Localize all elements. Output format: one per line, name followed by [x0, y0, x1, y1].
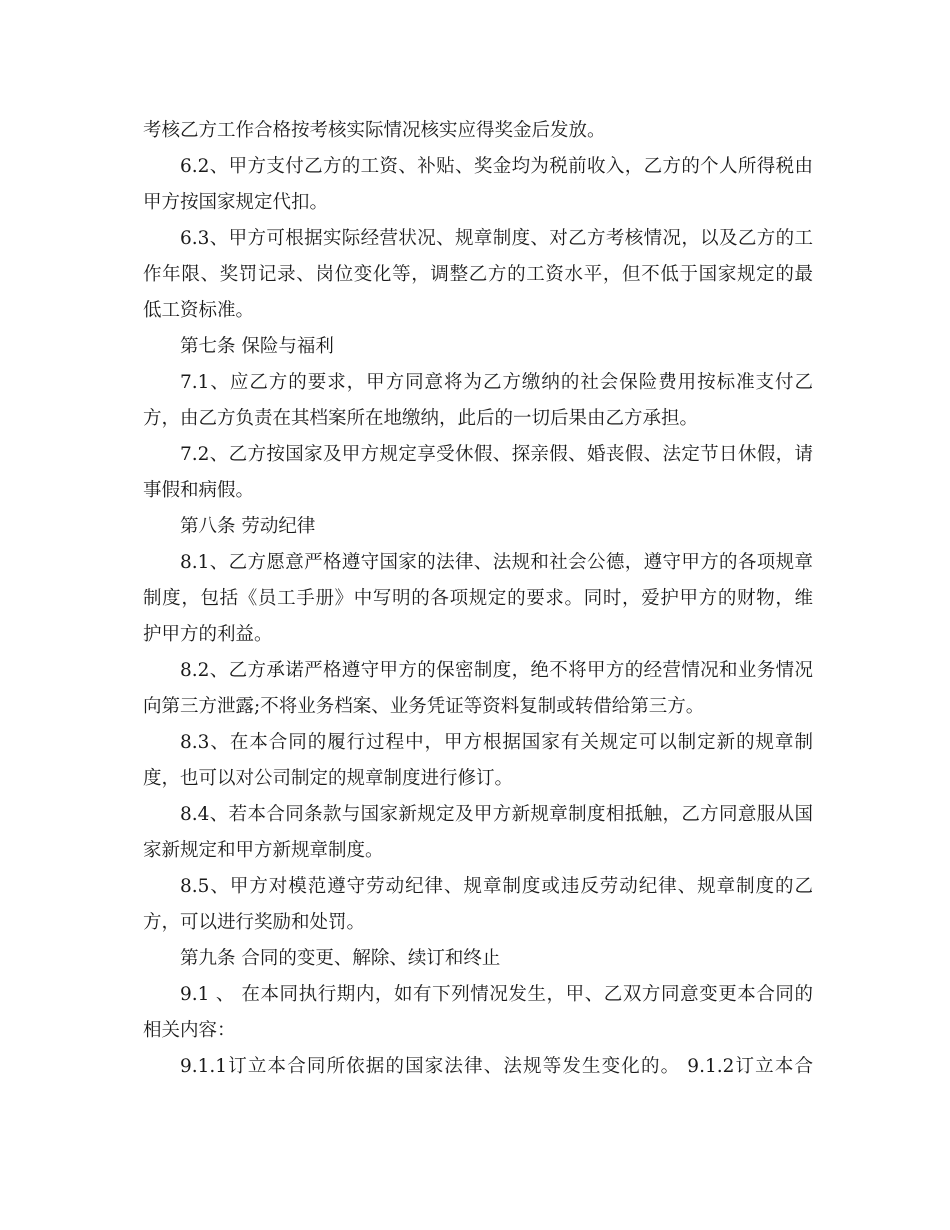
text-line: 相关内容：	[143, 1020, 236, 1041]
text-line: 护甲方的利益。	[143, 624, 273, 645]
section-heading: 第九条 合同的变更、解除、续订和终止	[180, 948, 501, 969]
text-line: 6.3、甲方可根据实际经营状况、规章制度、对乙方考核情况，以及乙方的工	[180, 228, 813, 249]
text-line: 9.1.1订立本合同所依据的国家法律、法规等发生变化的。 9.1.2订立本合	[180, 1056, 813, 1077]
text-line: 事假和病假。	[143, 480, 255, 501]
text-line: 8.1、乙方愿意严格遵守国家的法律、法规和社会公德，遵守甲方的各项规章	[180, 552, 813, 573]
text-line: 度，也可以对公司制定的规章制度进行修订。	[143, 768, 514, 789]
text-line: 作年限、奖罚记录、岗位变化等，调整乙方的工资水平，但不低于国家规定的最	[143, 264, 813, 285]
text-line: 考核乙方工作合格按考核实际情况核实应得奖金后发放。	[143, 120, 606, 141]
text-line: 8.2、乙方承诺严格遵守甲方的保密制度，绝不将甲方的经营情况和业务情况	[180, 660, 813, 681]
text-line: 6.2、甲方支付乙方的工资、补贴、奖金均为税前收入，乙方的个人所得税由	[180, 156, 813, 177]
text-line: 7.1、应乙方的要求，甲方同意将为乙方缴纳的社会保险费用按标准支付乙	[180, 372, 813, 393]
text-line: 制度，包括《员工手册》中写明的各项规定的要求。同时，爱护甲方的财物，维	[143, 588, 813, 609]
document-body	[143, 113, 813, 1085]
text-line: 8.3、在本合同的履行过程中，甲方根据国家有关规定可以制定新的规章制	[180, 732, 813, 753]
text-line: 8.4、若本合同条款与国家新规定及甲方新规章制度相抵触，乙方同意服从国	[180, 804, 813, 825]
text-line: 低工资标准。	[143, 300, 255, 321]
section-heading: 第八条 劳动纪律	[180, 516, 316, 537]
section-heading: 第七条 保险与福利	[180, 336, 334, 357]
text-line: 方，由乙方负责在其档案所在地缴纳，此后的一切后果由乙方承担。	[143, 408, 699, 429]
text-line: 方，可以进行奖励和处罚。	[143, 912, 366, 933]
text-line: 7.2、乙方按国家及甲方规定享受休假、探亲假、婚丧假、法定节日休假，请	[180, 444, 813, 465]
text-line: 家新规定和甲方新规章制度。	[143, 840, 384, 861]
text-line: 9.1 、 在本同执行期内，如有下列情况发生，甲、乙双方同意变更本合同的	[180, 984, 813, 1005]
text-line: 8.5、甲方对模范遵守劳动纪律、规章制度或违反劳动纪律、规章制度的乙	[180, 876, 813, 897]
text-line: 向第三方泄露;不将业务档案、业务凭证等资料复制或转借给第三方。	[143, 696, 705, 717]
text-line: 甲方按国家规定代扣。	[143, 192, 329, 213]
